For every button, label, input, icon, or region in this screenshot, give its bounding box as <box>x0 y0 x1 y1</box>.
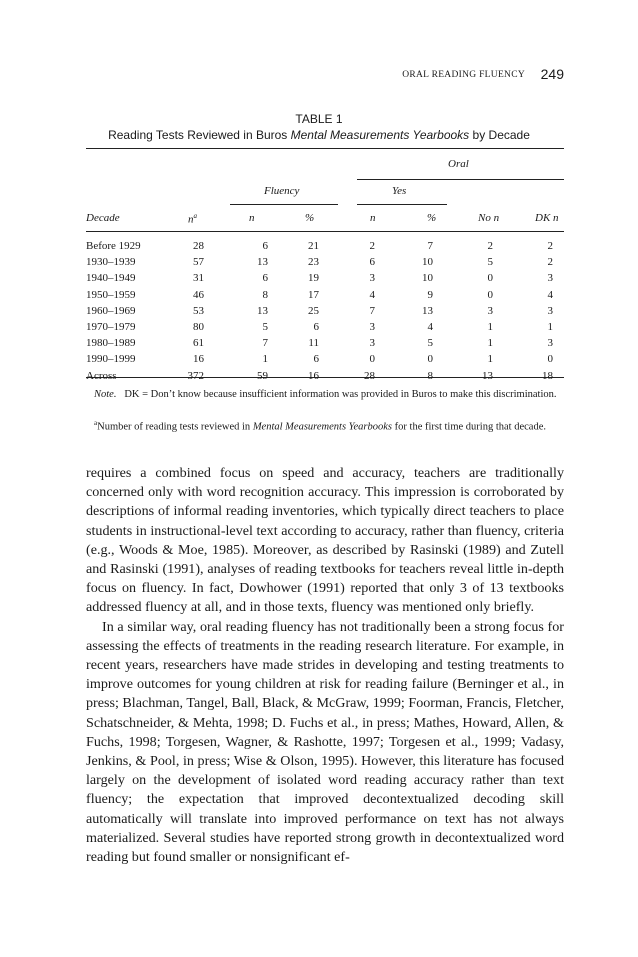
cell-yes-n: 3 <box>369 272 375 285</box>
caption-pre: Reading Tests Reviewed in Buros <box>108 128 291 142</box>
cell-dk-n: 3 <box>547 272 553 285</box>
cell-decade: 1970–1979 <box>86 321 136 333</box>
caption-post: by Decade <box>469 128 530 142</box>
yes-group-rule <box>357 204 447 205</box>
cell-yes-pct: 10 <box>422 272 433 285</box>
cell-yes-pct: 5 <box>427 337 433 350</box>
cell-fluency-pct: 17 <box>308 288 319 301</box>
cell-no-n: 2 <box>487 240 493 252</box>
body-text <box>86 464 564 867</box>
table-footnote <box>86 414 564 437</box>
cell-fluency-n: 13 <box>257 304 268 317</box>
cell-yes-n: 0 <box>369 353 375 366</box>
header-n2: n <box>370 212 376 224</box>
footnote-pre: Number of reading tests reviewed in <box>97 421 253 433</box>
cell-fluency-pct: 11 <box>308 337 319 350</box>
header-oral: Oral <box>448 158 469 170</box>
header-n-a <box>188 212 197 226</box>
cell-fluency-pct: 21 <box>308 240 319 252</box>
header-yes: Yes <box>392 185 407 197</box>
cell-no-n: 1 <box>487 353 493 366</box>
cell-fluency-pct: 6 <box>313 321 319 333</box>
cell-fluency-pct: 23 <box>308 256 319 269</box>
cell-dk-n: 3 <box>547 304 553 317</box>
cell-n-total: 53 <box>193 304 204 317</box>
cell-dk-n: 4 <box>547 288 553 301</box>
cell-dk-n: 3 <box>547 337 553 350</box>
cell-decade: 1930–1939 <box>86 256 136 269</box>
cell-no-n: 3 <box>487 304 493 317</box>
footnote-sup: a <box>94 419 98 427</box>
header-pct2: % <box>427 212 437 224</box>
cell-no-n: 1 <box>487 337 493 350</box>
cell-yes-n: 4 <box>369 288 375 301</box>
cell-yes-pct: 0 <box>427 353 433 366</box>
table-note <box>86 386 564 404</box>
cell-n-total: 80 <box>193 321 204 333</box>
cell-n-total: 46 <box>193 288 204 301</box>
cell-no-n: 1 <box>487 321 493 333</box>
header-decade: Decade <box>86 212 120 224</box>
cell-decade: Before 1929 <box>86 240 141 252</box>
header-bottom-rule <box>86 231 564 232</box>
header-pct1: % <box>305 212 315 224</box>
cell-dk-n: 1 <box>547 321 553 333</box>
cell-no-n: 5 <box>487 256 493 269</box>
cell-dk-n: 2 <box>547 256 553 269</box>
cell-n-total: 31 <box>193 272 204 285</box>
cell-fluency-n: 1 <box>262 353 268 366</box>
header-n1: n <box>249 212 255 224</box>
cell-n-total: 16 <box>193 353 204 366</box>
cell-fluency-n: 6 <box>262 240 268 252</box>
header-n-a-text: n <box>188 213 194 226</box>
cell-yes-pct: 8 <box>427 369 433 382</box>
cell-yes-pct: 9 <box>427 288 433 301</box>
cell-no-n: 13 <box>482 369 493 382</box>
cell-decade: 1940–1949 <box>86 272 136 285</box>
fluency-group-rule <box>230 204 338 205</box>
cell-yes-n: 3 <box>369 321 375 333</box>
cell-n-total: 28 <box>193 240 204 252</box>
cell-fluency-n: 5 <box>262 321 268 333</box>
cell-yes-n: 28 <box>364 369 375 382</box>
cell-fluency-pct: 16 <box>308 369 319 382</box>
cell-yes-pct: 10 <box>422 256 433 269</box>
note-text: DK = Don’t know because insufficient information was provided in Buros to make this discrimination. <box>124 389 557 400</box>
cell-fluency-pct: 19 <box>308 272 319 285</box>
cell-dk-n: 0 <box>547 353 553 366</box>
paragraph-1: requires a combined focus on speed and accuracy, teachers are traditionally concerned only with word recognition accuracy. This impression is corroborated by descriptions of informal reading inventories, which typically direct teachers to place students in instructional-level text according to accuracy, rather than fluency, criteria (e.g., Woods & Moe, 1985). Moreover, as described by Rasinski (1989) and Zutell and Rasinski (1991), analyses of reading textbooks for teachers reveal little in-depth focus on fluency. In fact, Dowhower (1991) reported that only 3 of 13 textbooks addressed fluency at all, and in those texts, fluency was mentioned only briefly. <box>86 465 564 616</box>
cell-yes-n: 6 <box>369 256 375 269</box>
cell-fluency-n: 59 <box>257 369 268 382</box>
cell-n-total: 57 <box>193 256 204 269</box>
cell-no-n: 0 <box>487 288 493 301</box>
header-fluency: Fluency <box>264 185 300 197</box>
cell-decade: 1990–1999 <box>86 353 136 366</box>
header-dk-n: DK n <box>535 212 559 224</box>
running-head <box>0 66 638 86</box>
cell-n-total: 372 <box>187 369 204 382</box>
oral-group-rule <box>357 179 564 180</box>
cell-yes-n: 7 <box>369 304 375 317</box>
cell-fluency-pct: 25 <box>308 304 319 317</box>
cell-dk-n: 2 <box>547 240 553 252</box>
running-head-title: ORAL READING FLUENCY <box>402 70 525 80</box>
cell-fluency-pct: 6 <box>313 353 319 366</box>
cell-n-total: 61 <box>193 337 204 350</box>
table-label: TABLE 1 <box>295 112 343 126</box>
cell-yes-pct: 4 <box>427 321 433 333</box>
table-caption <box>0 128 638 142</box>
header-a-sup: a <box>193 212 197 220</box>
footnote-post: for the first time during that decade. <box>392 421 546 433</box>
cell-fluency-n: 13 <box>257 256 268 269</box>
cell-decade: 1950–1959 <box>86 288 136 301</box>
cell-decade: Across <box>86 369 117 382</box>
note-label: Note. <box>94 389 117 400</box>
cell-decade: 1960–1969 <box>86 304 136 317</box>
cell-decade: 1980–1989 <box>86 337 136 350</box>
cell-dk-n: 18 <box>542 369 553 382</box>
cell-fluency-n: 7 <box>262 337 268 350</box>
caption-italic: Mental Measurements Yearbooks <box>290 128 470 142</box>
cell-fluency-n: 6 <box>262 272 268 285</box>
footnote-italic: Mental Measurements Yearbooks <box>252 421 393 433</box>
cell-yes-n: 3 <box>369 337 375 350</box>
page-number: 249 <box>540 66 564 82</box>
paragraph-2: In a similar way, oral reading fluency has not traditionally been a strong focus for assessing the effects of treatments in the reading research literature. For example, in recent years, researchers have made strides in developing and testing treatments to improve outcomes for young children at risk for reading failure (Berninger et al., in press; Blachman, Tangel, Ball, Black, & McGraw, 1999; Foorman, Francis, Fletcher, Schatschneider, & Mehta, 1998; D. Fuchs et al., in press; Mathes, Howard, Allen, & Fuchs, 1998; Torgesen, Wagner, & Rashotte, 1997; Torgesen et al., 1999; Vadasy, Jenkins, & Pool, in press; Wise & Olson, 1995). However, this literature has focused largely on the development of isolated word reading accuracy rather than text fluency; the expectation that improved decontextualized decoding skill automatically will translate into improved performance on text has not always materialized. Several studies have reported strong growth in decontextualized word reading but found smaller or nonsignificant ef- <box>86 618 564 866</box>
cell-fluency-n: 8 <box>262 288 268 301</box>
table-top-rule <box>86 148 564 149</box>
cell-yes-n: 2 <box>369 240 375 252</box>
header-no-n: No n <box>478 212 500 224</box>
cell-no-n: 0 <box>487 272 493 285</box>
cell-yes-pct: 7 <box>427 240 433 252</box>
cell-yes-pct: 13 <box>422 304 433 317</box>
